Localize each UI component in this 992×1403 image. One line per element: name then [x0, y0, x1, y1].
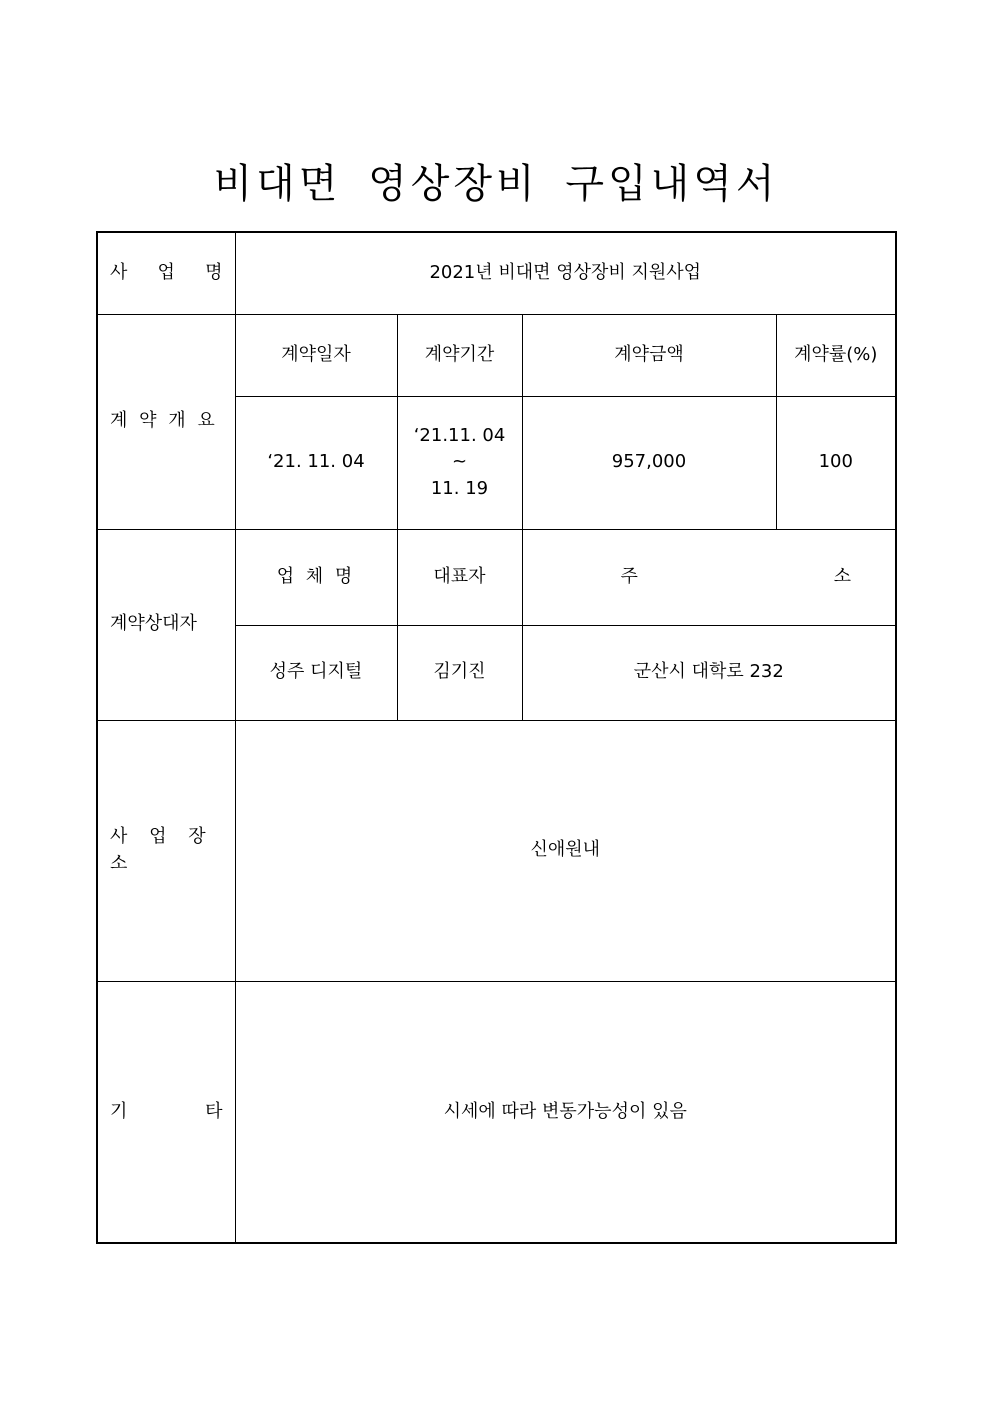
address-header-char: 소: [833, 565, 852, 587]
contract-period-start: ‘21.11. 04: [413, 425, 506, 447]
other-value: 시세에 따라 변동가능성이 있음: [235, 981, 896, 1243]
contract-amount-header: 계약금액: [522, 314, 776, 396]
contract-overview-label: [97, 314, 235, 529]
business-name-label-char: 업: [157, 262, 175, 284]
contract-date-value: ‘21. 11. 04: [235, 396, 397, 529]
contract-rate-value: 100: [776, 396, 896, 529]
contract-rate-header: 계약률(%): [776, 314, 896, 396]
row-business-name: [97, 232, 896, 314]
company-name-header-text: 업 체 명: [276, 565, 356, 587]
representative-header: 대표자: [397, 529, 522, 625]
business-name-label: [97, 232, 235, 314]
company-name-header: [235, 529, 397, 625]
row-contract-headers: [97, 314, 896, 396]
contract-period-separator: ~: [451, 451, 468, 473]
counterparty-label-text: 계약상대자: [110, 613, 197, 635]
contract-period-end: 11. 19: [430, 477, 489, 499]
address-header: [522, 529, 896, 625]
other-label: [97, 981, 235, 1243]
company-name-value: 성주 디지털: [235, 625, 397, 720]
business-location-value: 신애원내: [235, 720, 896, 981]
document-title: 비대면 영상장비 구입내역서: [213, 161, 779, 207]
contract-period-value: [397, 396, 522, 529]
row-business-location: [97, 720, 896, 981]
row-other: [97, 981, 896, 1243]
business-location-label: [97, 720, 235, 981]
address-header-char: 주: [620, 565, 638, 587]
contract-date-header: 계약일자: [235, 314, 397, 396]
counterparty-label: [97, 529, 235, 720]
contract-overview-label-text: 계 약 개 요: [110, 410, 218, 432]
business-name-label-char: 명: [205, 262, 223, 284]
representative-value: 김기진: [397, 625, 522, 720]
row-counterparty-headers: [97, 529, 896, 625]
contract-period-header: 계약기간: [397, 314, 522, 396]
other-label-char: 타: [205, 1100, 223, 1122]
purchase-details-table: [96, 231, 897, 1244]
business-name-value: 2021년 비대면 영상장비 지원사업: [235, 232, 896, 314]
business-location-label-text: 사 업 장 소: [110, 826, 214, 874]
other-label-char: 기: [110, 1100, 128, 1122]
address-value: 군산시 대학로 232: [522, 625, 896, 720]
contract-amount-value: 957,000: [522, 396, 776, 529]
business-name-label-char: 사: [110, 262, 128, 284]
